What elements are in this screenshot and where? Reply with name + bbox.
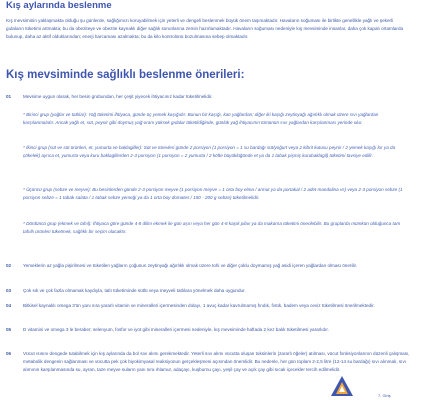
item-number: 02 [6,263,12,268]
item-text: Mevsime uygun olarak, her besin grubundan, her çeşit yiyecek ihtiyacınız kadar tüketilmelidir. [23,94,213,99]
item-number: 04 [6,303,12,308]
item-text: Vücut ısısını dengede tutabilmek için kış aylarında da bol sıvı alımı gerekmektedir. Yeterli sıvı alımı vücutta oluşan toksinlerin (zararlı öğeler) atılması, vücut fonksiyonlarının düzenli çalışması, metabolik dengenin sağlanması ve vücutta pek çok biyokimyasal reaksiyonun gerçekleşmesi açısından önemlidir. Bu nedenle, her gün toplam 2-2,5 litre (12-14 su bardağı) sıvı alınmalı, sıvı alımının karşılanmasında su, ayran, taze meyve suların yanı sıra ıhlamur, adaçayı, kuşburnu çayı, yeşil çay ve açık çay gibi sıcak içecekler tercih edilmelidir. [23,351,410,373]
logo-icon [330,375,354,397]
item-text: Bitkisel kaynaklı omega 3'ün yanı sıra yararlı vitamin ve mineralleri içermesinden dolayı, 1 avuç kadar kavrulmamış fındık, fıstık, badem veya ceviz tüketilmesi önerilmektedir. [23,303,375,308]
item-text: Yemeklerin az yağla pişirilmesi ve tüketilen yağların çoğunun zeytinyağı ağırlıklı olmak üzere tohi ve diğer çoklu doymamış yağ asidi içeren yağlardan olması önerilir. [23,263,358,268]
item-text: Çok sık ve çok fazla olmamak kaydıyla, tatlı tüketiminde sütlü veya meyveli tatlılara yönelmek daha uygundur. [23,288,246,293]
item-number: 01 [6,94,12,99]
sub-item-group-4: * Dördüncü grup (ekmek ve tahıl): İhtiyaca göre günde 4-8 dilim ekmek ile gün aşırı veya her gün 4-8 kaşık pilav ya da makarna tüketimi önerilebilir. Bu gruplarda mümkün olduğunca tam tahıllı ürünleri tüketmek, sağlıklı bir seçim olacaktır. [23,221,401,235]
page-heading: Kış aylarında beslenme [6,0,112,11]
sub-item-group-3: * Üçüncü grup (sebze ve meyve): Bu besinlerden günde 2-3 porsiyon meyve (1 porsiyon meyve = 1 orta boy elma / armut ya da portakal / 2 adet mandalina vs) veya 2-3 porsiyon sebze (1 porsiyon sebze = 1 tabak salata / 1 tabak sebze yemeği ya da 1 orta boy domates / 150 - 200 g sebze) tüketilmelidir. [23,187,403,201]
sub-item-group-1: * Birinci grup (yağlar ve tatlılar): Yağ tüketimi ihtiyaca, günde üç yemek kaşığıdır. Bunun bir kaşığı, katı yağlardan; diğer iki kaşığı zeytinyağı ağırlıklı olmak üzere sıvı yağlardan karşılanmalıdır. Ancak yağlı et, süt, peynir gibi doymuş yağ oranı yüksek gıdalar tüketildiğinde, günlük yağ ihtiyacının tümünün sıvı yağlardan karşılanması yerinde olur. [23,112,379,126]
item-text: D vitamini ve omega 3 le beraber; selenyum, fosfor ve iyot gibi mineralleri içermesi nedeniyle, kış mevsiminde haftada 2 kez balık tüketilmesi yararlıdır. [23,327,329,332]
item-number: 06 [6,351,12,356]
page-footer: 7. Giriş [378,393,391,398]
item-number: 05 [6,327,12,332]
sub-item-group-2: * İkinci grup (süt ve süt ürünleri, et, yumurta ve baklagiller): Süt ve türevleri günde 2 porsiyon (1 porsiyon = 1 su bardağı süt/yoğurt veya 2 kibrit kutusu peynir / 2 yemek kaşığı lor ya da çökelek) ayrıca et, yumurta veya kuru baklagillerden 2-3 porsiyon (1 porsiyon = 2 yumurta / 2 köfte büyüklüğünde et ya da 1 tabak pişmiş kurubaklagil) tüketimi tavsiye edilir. [23,145,396,159]
section-title: Kış mevsiminde sağlıklı beslenme önerileri: [6,69,245,81]
intro-paragraph: Kış mevsiminin yaklaşmakta olduğu şu günlerde, sağlığımızı koruyabilmek için yeterli ve dengeli beslenmek büyük önem taşımaktadır. Havaların soğuması ile birlikte genellikle yağlı ve şekerli gıdaların tüketimi artmakta; bu da obeziteye ve obezite kaynaklı diğer sağlık sorunlarına zemin hazırlamaktadır. Havaların soğuması nedeniyle kış mevsiminde insanlar, daha çok kapalı ortamlarda bulunup, daha az aktif olduklarından; enerji harcaması azalmakta; bu da kilo kontrolünü bozulmasına sebep olmaktadır. [6,18,404,40]
item-number: 03 [6,288,12,293]
